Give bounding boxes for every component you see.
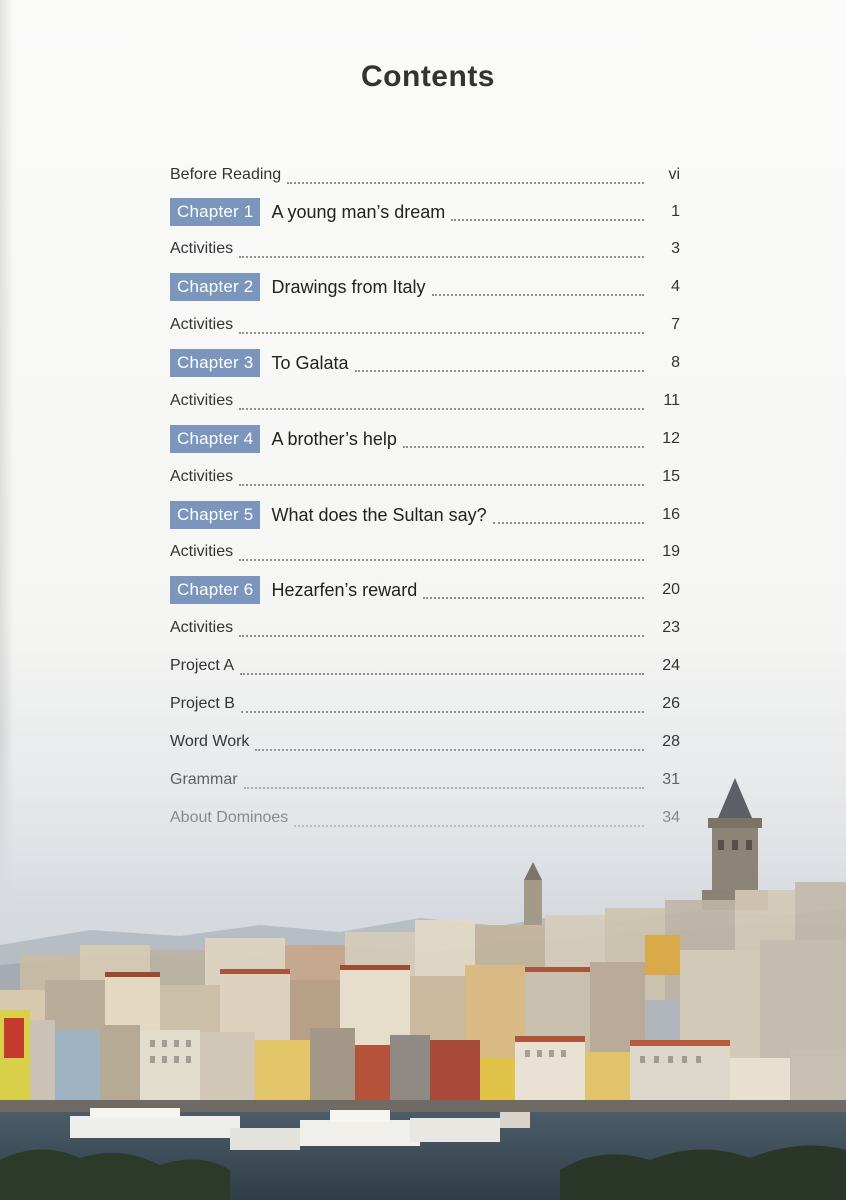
dot-leader xyxy=(423,597,644,599)
chapter-badge: Chapter 4 xyxy=(170,425,260,453)
chapter-title: Drawings from Italy xyxy=(271,276,426,297)
entry-label: Activities xyxy=(170,392,234,409)
page-title: Contents xyxy=(361,60,495,93)
dot-leader xyxy=(403,446,644,448)
chapter-title: What does the Sultan say? xyxy=(271,504,487,525)
page-number: 4 xyxy=(671,278,680,295)
page-number: 7 xyxy=(671,316,680,333)
entry-label: Activities xyxy=(170,619,234,636)
toc-chapter-entry[interactable] xyxy=(170,348,680,378)
page-number: 3 xyxy=(671,240,680,257)
dot-leader xyxy=(239,256,644,258)
dot-leader xyxy=(432,294,644,296)
toc-entry[interactable] xyxy=(170,310,680,340)
entry-label: Activities xyxy=(170,468,234,485)
toc-entry[interactable] xyxy=(170,386,680,416)
dot-leader xyxy=(241,711,644,713)
entry-label: Activities xyxy=(170,316,234,333)
dot-leader xyxy=(355,370,644,372)
toc-entry[interactable] xyxy=(170,651,680,681)
toc-entry[interactable] xyxy=(170,613,680,643)
page-number: 16 xyxy=(662,506,680,523)
toc-chapter-entry[interactable] xyxy=(170,424,680,454)
chapter-badge: Chapter 2 xyxy=(170,273,260,301)
dot-leader xyxy=(239,408,644,410)
chapter-badge: Chapter 1 xyxy=(170,198,260,226)
page-number: 19 xyxy=(662,543,680,560)
page-number: 15 xyxy=(662,468,680,485)
chapter-title: To Galata xyxy=(271,352,349,373)
page-number: 11 xyxy=(663,392,680,409)
chapter-title: Hezarfen’s reward xyxy=(271,579,418,600)
chapter-badge: Chapter 6 xyxy=(170,576,260,604)
chapter-badge: Chapter 5 xyxy=(170,501,260,529)
page-number: 8 xyxy=(671,354,680,371)
toc-entry[interactable] xyxy=(170,462,680,492)
entry-label: Activities xyxy=(170,240,234,257)
city-skyline-image xyxy=(0,740,846,1200)
toc-chapter-entry[interactable] xyxy=(170,272,680,302)
dot-leader xyxy=(493,522,644,524)
toc-entry[interactable] xyxy=(170,160,680,190)
page-number: 12 xyxy=(662,430,680,447)
page-number: 26 xyxy=(662,695,680,712)
chapter-badge: Chapter 3 xyxy=(170,349,260,377)
entry-label: Project A xyxy=(170,657,235,674)
dot-leader xyxy=(451,219,644,221)
dot-leader xyxy=(240,673,644,675)
toc-entry[interactable] xyxy=(170,537,680,567)
dot-leader xyxy=(239,484,644,486)
dot-leader xyxy=(239,332,644,334)
toc-entry[interactable] xyxy=(170,689,680,719)
toc-chapter-entry[interactable] xyxy=(170,500,680,530)
entry-label: Before Reading xyxy=(170,166,282,183)
chapter-title: A young man’s dream xyxy=(271,201,446,222)
toc-chapter-entry[interactable] xyxy=(170,575,680,605)
entry-label: Project B xyxy=(170,695,235,712)
toc-entry[interactable] xyxy=(170,234,680,264)
page-number: 24 xyxy=(662,657,680,674)
page-number: 20 xyxy=(662,581,680,598)
entry-label: Activities xyxy=(170,543,234,560)
chapter-title: A brother’s help xyxy=(271,428,397,449)
dot-leader xyxy=(239,635,644,637)
dot-leader xyxy=(239,559,644,561)
page-number: 23 xyxy=(662,619,680,636)
dot-leader xyxy=(287,182,644,184)
toc-chapter-entry[interactable] xyxy=(170,197,680,227)
page-number: vi xyxy=(668,166,680,183)
page-number: 1 xyxy=(671,203,680,220)
